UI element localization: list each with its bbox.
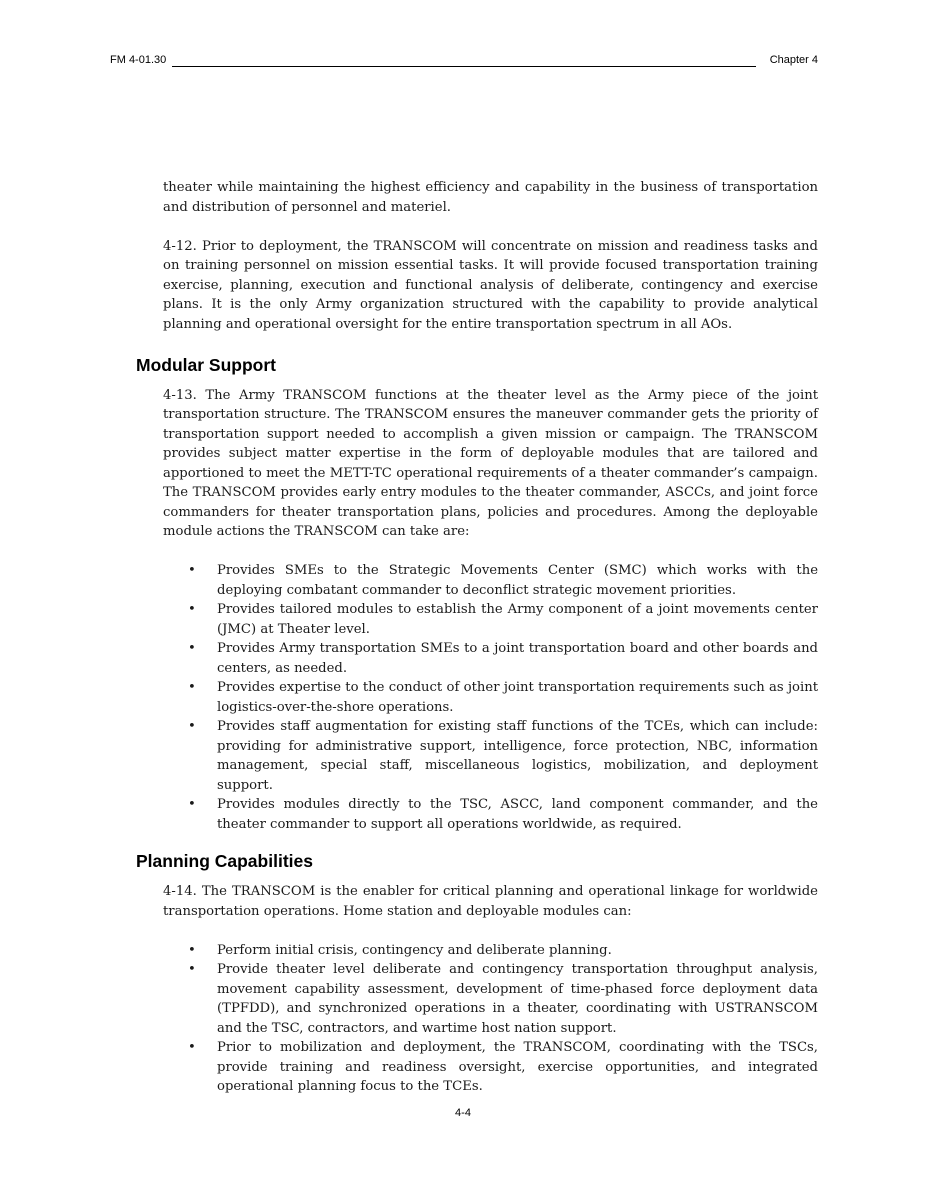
bullet-icon: • — [188, 1040, 196, 1055]
list-item-text: Provides SMEs to the Strategic Movements Center (SMC) which works with the deploying combatant commander to deconflict strategic movement priorities. — [217, 563, 818, 598]
list-item — [163, 717, 818, 795]
list-item — [163, 678, 818, 717]
bullet-icon: • — [188, 942, 196, 958]
list-item — [163, 639, 818, 678]
list-item — [163, 561, 818, 600]
list-item-text: Provides staff augmentation for existing staff functions of the TCEs, which can include: providing for administrative support, intelligence, force protection, NBC, information management, special staff, miscellaneous logistics, mobilization, and deployment support. — [217, 719, 818, 793]
list-item — [163, 1038, 818, 1097]
heading-modular-support: Modular Support — [136, 354, 276, 375]
bullet-icon: • — [188, 719, 196, 734]
bullet-icon: • — [188, 563, 196, 578]
modular-support-list — [163, 561, 818, 834]
header-chapter: Chapter 4 — [767, 54, 818, 66]
bullet-icon: • — [188, 962, 196, 977]
header-rule — [172, 66, 756, 67]
bullet-icon: • — [188, 797, 196, 812]
paragraph-4-13: 4-13. The Army TRANSCOM functions at the theater level as the Army piece of the joint transportation structure. The TRANSCOM ensures the maneuver commander gets the priority of transportation support needed to accomplish a given mission or campaign. The TRANSCOM provides subject matter expertise in the form of deployable modules that are tailored and apportioned to meet the METT-TC operational requirements of a theater commander’s campaign. The TRANSCOM provides early entry modules to the theater commander, ASCCs, and joint force commanders for theater transportation plans, policies and procedures. Among the deployable module actions the TRANSCOM can take are: — [163, 387, 818, 539]
list-item-text: Provides Army transportation SMEs to a joint transportation board and other boards and centers, as needed. — [217, 641, 818, 676]
list-item-text: Provide theater level deliberate and contingency transportation throughput analysis, movement capability assessment, development of time-phased force deployment data (TPFDD), and synchronized operations in a theater, coordinating with USTRANSCOM and the TSC, contractors, and wartime host nation support. — [217, 962, 818, 1036]
list-item-text: Provides modules directly to the TSC, ASCC, land component commander, and the theater commander to support all operations worldwide, as required. — [217, 797, 818, 832]
list-item — [163, 960, 818, 1038]
paragraph-4-12: 4-12. Prior to deployment, the TRANSCOM will concentrate on mission and readiness tasks and on training personnel on mission essential tasks. It will provide focused transportation training exercise, planning, execution and functional analysis of deliberate, contingency and exercise plans. It is the only Army organization structured with the capability to provide analytical planning and operational oversight for the entire transportation spectrum in all AOs. — [163, 238, 818, 332]
list-item-text: Provides tailored modules to establish the Army component of a joint movements center (JMC) at Theater level. — [217, 602, 818, 637]
bullet-icon: • — [188, 641, 196, 656]
bullet-icon: • — [188, 680, 196, 695]
list-item-text: Provides expertise to the conduct of other joint transportation requirements such as joint logistics-over-the-shore operations. — [217, 680, 818, 715]
list-item — [163, 795, 818, 834]
page-body — [136, 178, 818, 1113]
list-item-text: Prior to mobilization and deployment, the TRANSCOM, coordinating with the TSCs, provide training and readiness oversight, exercise opportunities, and integrated operational planning focus to the TCEs. — [217, 1040, 818, 1094]
running-header — [110, 54, 818, 72]
header-manual-number: FM 4-01.30 — [110, 54, 169, 66]
page-number: 4-4 — [455, 1107, 471, 1119]
list-item — [163, 941, 818, 961]
paragraph-intro: theater while maintaining the highest efficiency and capability in the business of transportation and distribution of personnel and materiel. — [163, 180, 818, 215]
paragraph-4-14: 4-14. The TRANSCOM is the enabler for critical planning and operational linkage for worldwide transportation operations. Home station and deployable modules can: — [163, 884, 818, 919]
planning-capabilities-list — [163, 941, 818, 1097]
bullet-icon: • — [188, 602, 196, 617]
list-item-text: Perform initial crisis, contingency and deliberate planning. — [217, 942, 612, 958]
heading-planning-capabilities: Planning Capabilities — [136, 851, 313, 871]
list-item — [163, 600, 818, 639]
